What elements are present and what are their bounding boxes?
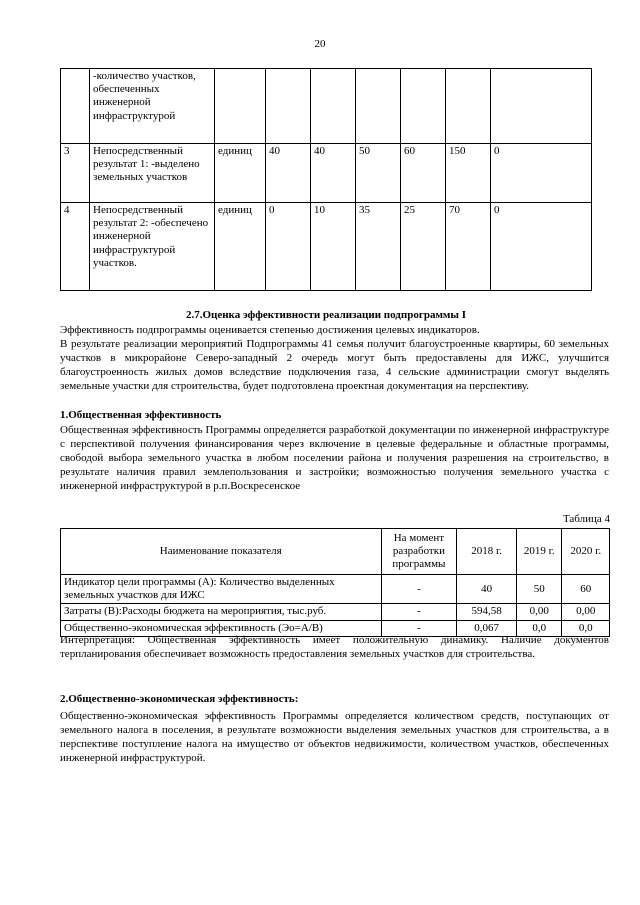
indicator-name: -количество участков, обеспеченных инженерной инфраструктурой — [90, 69, 215, 144]
value — [401, 69, 446, 144]
value — [266, 69, 311, 144]
indicator-name: Индикатор цели программы (А): Количество выделенных земельных участков для ИЖС — [61, 575, 382, 604]
paragraph-socio-economic: Общественно-экономическая эффективность Программы определяется количеством средств, поступающих от земельного налога в поселения, в результате возможности выделения земельных участков для строительства, а в перспективе поступление налога на имущество от объектов недвижимости, количеством участков, обеспеченных инженерной инфраструктурой. — [60, 710, 609, 764]
row-number: 4 — [61, 203, 90, 291]
unit: единиц — [215, 144, 266, 203]
row-number: 3 — [61, 144, 90, 203]
value-2019: 50 — [516, 575, 561, 604]
heading-socio-economic: 2.Общественно-экономическая эффективность: — [60, 693, 299, 705]
value: 60 — [401, 144, 446, 203]
value: 10 — [311, 203, 356, 291]
value: 0 — [266, 203, 311, 291]
value-moment: - — [381, 604, 457, 620]
header-moment: На момент разработки программы — [381, 529, 457, 575]
page-number: 20 — [314, 38, 326, 50]
value-2020: 0,00 — [562, 604, 610, 620]
value: 0 — [491, 203, 592, 291]
indicators-continuation-table — [60, 68, 592, 291]
row-number — [61, 69, 90, 144]
table-row — [61, 604, 610, 620]
value — [356, 69, 401, 144]
table-row — [61, 575, 610, 604]
indicator-name: Непосредственный результат 2: -обеспечено инженерной инфраструктурой участков. — [90, 203, 215, 291]
value: 35 — [356, 203, 401, 291]
value-2018: 40 — [457, 575, 517, 604]
value-moment: - — [381, 575, 457, 604]
header-indicator: Наименование показателя — [61, 529, 382, 575]
indicator-name: Непосредственный результат 1: -выделено земельных участков — [90, 144, 215, 203]
unit: единиц — [215, 203, 266, 291]
value — [491, 69, 592, 144]
value: 0 — [491, 144, 592, 203]
value-2019: 0,0 — [516, 620, 561, 636]
table-caption: Таблица 4 — [562, 513, 610, 525]
value: 50 — [356, 144, 401, 203]
section-title: 2.7.Оценка эффективности реализации подпрограммы I — [185, 309, 467, 321]
value: 150 — [446, 144, 491, 203]
value: 25 — [401, 203, 446, 291]
value-2018: 594,58 — [457, 604, 517, 620]
efficiency-table — [60, 528, 610, 637]
indicator-name: Общественно-экономическая эффективность (Эо=А/В) — [61, 620, 382, 636]
value: 70 — [446, 203, 491, 291]
value — [446, 69, 491, 144]
value-2019: 0,00 — [516, 604, 561, 620]
value-2018: 0,067 — [457, 620, 517, 636]
heading-social-efficiency: 1.Общественная эффективность — [60, 409, 222, 421]
paragraph-interpretation: Интерпретация: Общественная эффективность имеет положительную динамику. Наличие документов терпланирования обеспечивает возможность предоставления земельных участков для строительства. — [60, 634, 609, 660]
header-2018: 2018 г. — [457, 529, 517, 575]
value: 40 — [311, 144, 356, 203]
header-2019: 2019 г. — [516, 529, 561, 575]
value — [311, 69, 356, 144]
paragraph-efficiency: Эффективность подпрограммы оценивается степенью достижения целевых индикаторов. — [60, 324, 480, 336]
value-2020: 0,0 — [562, 620, 610, 636]
value: 40 — [266, 144, 311, 203]
header-2020: 2020 г. — [562, 529, 610, 575]
table-row — [61, 69, 592, 144]
value-moment: - — [381, 620, 457, 636]
indicator-name: Затраты (В):Расходы бюджета на мероприятия, тыс.руб. — [61, 604, 382, 620]
paragraph-results: В результате реализации мероприятий Подпрограммы 41 семья получит благоустроенные квартиры, 60 земельных участков в микрорайоне Северо-западный 2 очередь могут быть предоставлены для ИЖС, улучшится благоустроенность жилых домов вследствие подключения газа, 4 сельские администрации смогут выделять земельные участки для строительства, будет подготовлена проектная документация на перспективу. — [60, 338, 609, 392]
table-row — [61, 144, 592, 203]
table-row — [61, 203, 592, 291]
paragraph-social-efficiency: Общественная эффективность Программы определяется разработкой документации по инженерной инфраструктуре с перспективой получения финансирования через включение в целевые федеральные и областные программы, свободой выбора земельного участка в любом поселении района и получения разрешения на строительство, в результате наличия правил землепользования и застройки; возможностью получения земельного участка с инженерной инфраструктурой в р.п.Воскресенское — [60, 424, 609, 492]
table-header-row — [61, 529, 610, 575]
unit — [215, 69, 266, 144]
value-2020: 60 — [562, 575, 610, 604]
